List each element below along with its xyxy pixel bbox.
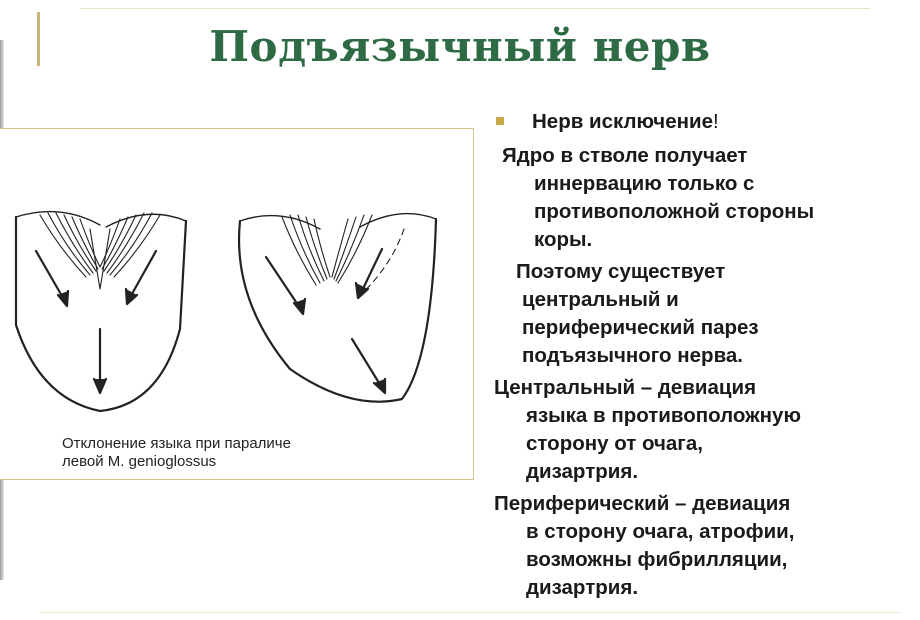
paragraph-line: иннервацию только с xyxy=(534,172,755,195)
left-tongue-top xyxy=(16,212,100,225)
paragraph-line: Ядро в стволе получает xyxy=(502,144,748,167)
bullet-item xyxy=(494,108,910,136)
paragraph-central xyxy=(494,374,910,486)
bottom-rule xyxy=(40,612,900,613)
paragraph-line: Центральный – девиация xyxy=(494,376,757,399)
text-column xyxy=(494,108,910,606)
paragraph-line: центральный и xyxy=(522,288,679,311)
right-tongue-outline xyxy=(239,219,436,402)
paragraph-nucleus xyxy=(494,142,910,254)
paragraph-line: возможны фибрилляции, xyxy=(526,548,788,571)
figure-frame xyxy=(0,128,474,480)
paragraph-peripheral xyxy=(494,490,910,602)
paragraph-paresis xyxy=(494,258,910,370)
paragraph-line: языка в противоположную xyxy=(526,404,801,427)
paragraph-line: подъязычного нерва. xyxy=(522,344,744,367)
paragraph-line: Периферический – девиация xyxy=(494,492,791,515)
right-muscle-fibers xyxy=(282,215,404,299)
caption-line-2: левой M. genioglossus xyxy=(62,453,217,470)
bullet-text: Нерв исключение xyxy=(532,110,713,133)
paragraph-line: в сторону очага, атрофии, xyxy=(526,520,795,543)
paragraph-line: противоположной стороны xyxy=(534,200,815,223)
caption-line-1: Отклонение языка при параличе xyxy=(62,435,291,452)
paragraph-line: Поэтому существует xyxy=(516,260,726,283)
top-rule xyxy=(80,8,870,9)
square-bullet-icon xyxy=(496,117,504,125)
paragraph-line: дизартрия. xyxy=(526,576,639,599)
paragraph-line: дизартрия. xyxy=(526,460,639,483)
paragraph-line: коры. xyxy=(534,228,593,251)
tongue-illustration xyxy=(0,129,474,481)
paragraph-line: сторону от очага, xyxy=(526,432,703,455)
slide-title: Подъязычный нерв xyxy=(209,22,711,71)
bullet-suffix: ! xyxy=(712,110,719,133)
figure-caption xyxy=(62,435,291,471)
paragraph-line: периферический парез xyxy=(522,316,759,339)
